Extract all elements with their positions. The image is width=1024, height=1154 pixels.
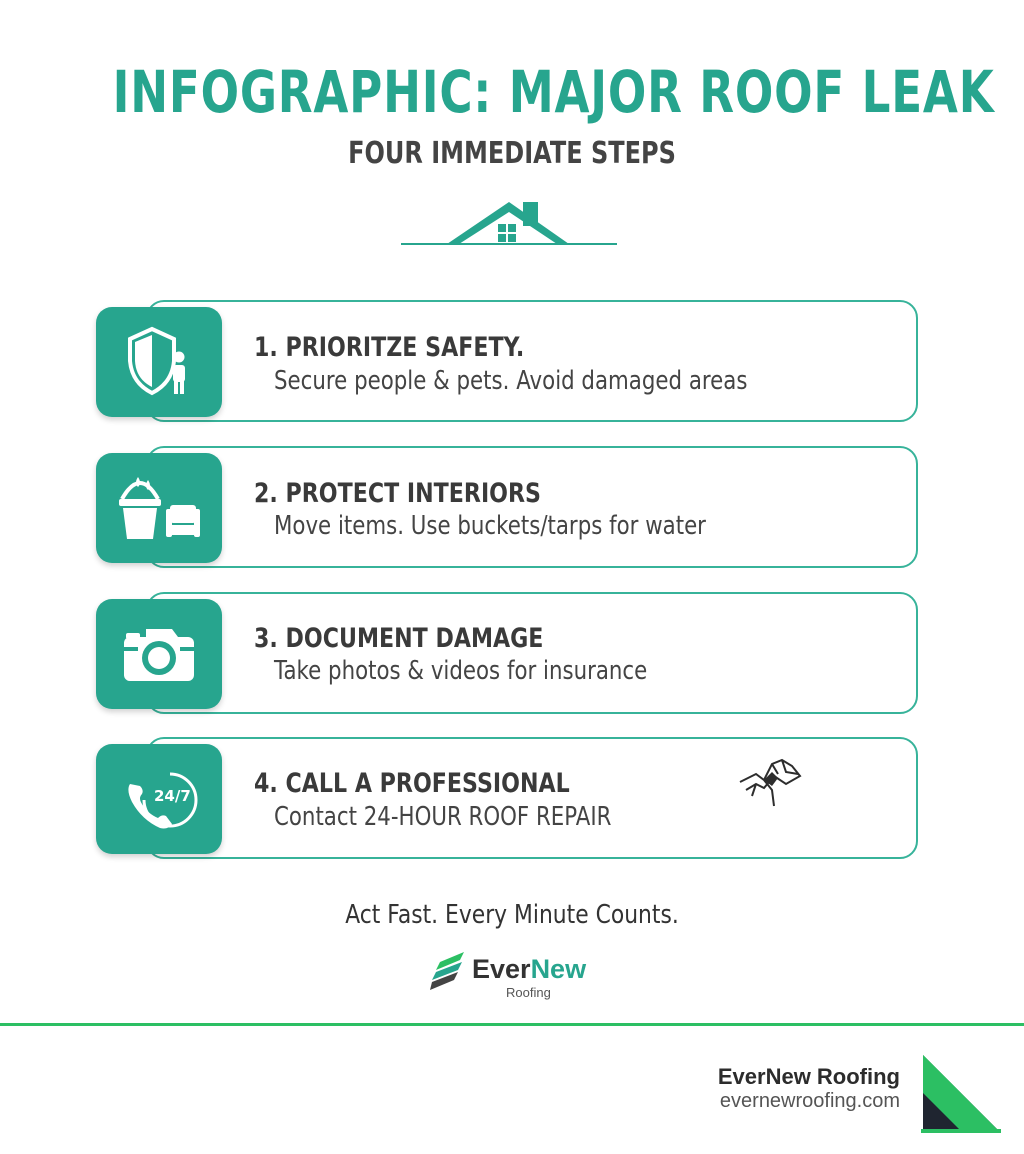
brand-logo[interactable] <box>430 952 600 1002</box>
page-title: INFOGRAPHIC: MAJOR ROOF LEAK <box>112 58 995 126</box>
step-icon-tile <box>96 599 222 709</box>
cracked-shingle-icon <box>738 750 804 810</box>
step-icon-tile <box>96 744 222 854</box>
house-roof-icon <box>399 198 619 248</box>
step-title: 1. PRIORITZE SAFETY. <box>254 332 525 363</box>
step-title: 3. DOCUMENT DAMAGE <box>254 623 544 654</box>
step-description: Secure people & pets. Avoid damaged areas <box>274 366 748 396</box>
step-title: 4. CALL A PROFESSIONAL <box>254 768 570 799</box>
footer-divider <box>0 1023 1024 1026</box>
tagline: Act Fast. Every Minute Counts. <box>345 900 679 930</box>
step-title: 2. PROTECT INTERIORS <box>254 478 541 509</box>
footer-corner-mark <box>921 1053 1001 1133</box>
bucket-armchair-icon <box>96 453 222 563</box>
page-subtitle: FOUR IMMEDIATE STEPS <box>348 136 676 171</box>
step-icon-tile <box>96 307 222 417</box>
logo-subtitle: Roofing <box>506 985 551 1000</box>
logo-wordmark: EverNew <box>472 954 587 984</box>
phone-24-7-icon <box>96 744 222 854</box>
footer-company-name: EverNew Roofing <box>717 1064 900 1089</box>
step-icon-tile <box>96 453 222 563</box>
footer-website-link[interactable]: evernewroofing.com <box>719 1090 900 1112</box>
badge-24-7: 24/7 <box>154 787 191 805</box>
step-description: Take photos & videos for insurance <box>274 656 648 686</box>
step-description: Move items. Use buckets/tarps for water <box>274 511 706 541</box>
step-description: Contact 24-HOUR ROOF REPAIR <box>274 802 612 832</box>
shield-person-icon <box>96 307 222 417</box>
camera-icon <box>96 599 222 709</box>
logo-mark-icon <box>430 952 470 992</box>
